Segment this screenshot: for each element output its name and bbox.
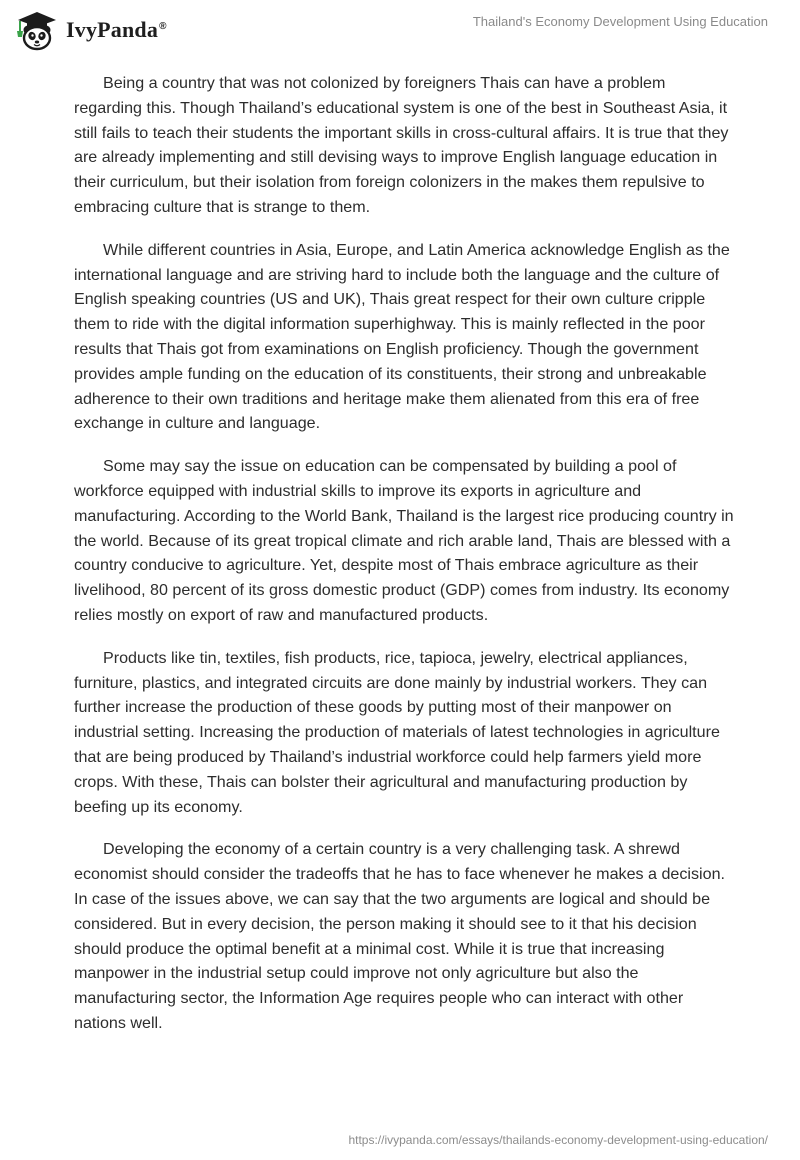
paragraph: Being a country that was not colonized by foreigners Thais can have a problem regarding this. Though Thailand’s educational system is one of the best in Southeast Asia, it still fails to teach their students the important skills in cross-cultural affairs. It is true that they are already implementing and still devising ways to improve English language education in their curriculum, but their isolation from foreign colonizers in the makes them repulsive to embracing culture that is strange to them. bbox=[74, 74, 729, 216]
panda-graduation-cap-icon bbox=[14, 9, 60, 51]
registered-mark: ® bbox=[159, 20, 167, 32]
source-url-link[interactable]: https://ivypanda.com/essays/thailands-economy-development-using-education/ bbox=[348, 1133, 768, 1147]
paragraph: Some may say the issue on education can be compensated by building a pool of workforce equipped with industrial skills to improve its exports in agriculture and manufacturing. According to the World Bank, Thailand is the largest rice producing country in the world. Because of its great tropical climate and rich arable land, Thais are blessed with a country conducive to agriculture. Yet, despite most of Thais embrace agriculture as their livelihood, 80 percent of its gross domestic product (GDP) comes from industry. Its economy relies mostly on export of raw and manufactured products. bbox=[74, 457, 734, 624]
ivypanda-logo[interactable] bbox=[14, 9, 167, 51]
paragraph: Products like tin, textiles, fish products, rice, tapioca, jewelry, electrical appliances, furniture, plastics, and integrated circuits are done mainly by industrial workers. They can further increase the production of these goods by putting most of their manpower on industrial setting. Increasing the production of materials of latest technologies in agriculture that are being produced by Thailand’s industrial workforce could help farmers yield more crops. With these, Thais can bolster their agricultural and manufacturing production by beefing up its economy. bbox=[74, 648, 720, 816]
brand-name: IvyPanda® bbox=[66, 17, 167, 42]
essay-body bbox=[74, 71, 734, 1054]
document-title: Thailand's Economy Development Using Education bbox=[472, 14, 768, 29]
paragraph: Developing the economy of a certain country is a very challenging task. A shrewd economist should consider the tradeoffs that he has to face whenever he makes a decision. In case of the issues above, we can say that the two arguments are logical and should be considered. But in every decision, the person making it should see to it that his decision should produce the optimal benefit at a minimal cost. While it is true that increasing manpower in the industrial setup could improve not only agriculture but also the manufacturing sector, the Information Age requires people who can interact with other nations well. bbox=[74, 840, 725, 1032]
page-header bbox=[0, 0, 800, 60]
paragraph: While different countries in Asia, Europe, and Latin America acknowledge English as the international language and are striving hard to include both the language and the culture of English speaking countries (US and UK), Thais great respect for their own culture cripple them to ride with the digital information superhighway. This is mainly reflected in the poor results that Thais got from examinations on English proficiency. Though the government provides ample funding on the education of its constituents, their strong and unbreakable adherence to their own traditions and heritage make them alienated from this era of free exchange in culture and language. bbox=[74, 240, 730, 433]
